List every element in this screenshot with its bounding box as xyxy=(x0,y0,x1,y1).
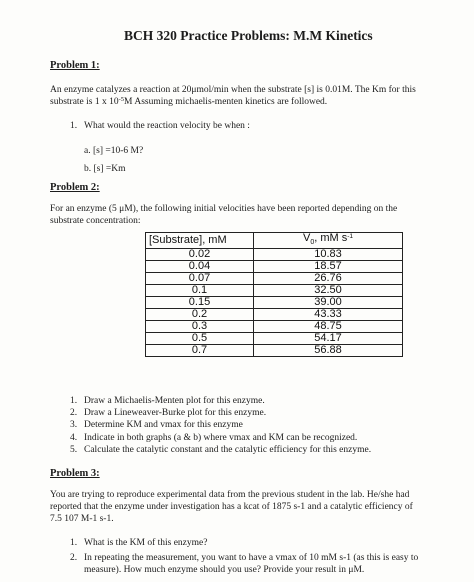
problem3-heading: Problem 3: xyxy=(50,468,100,479)
table-row xyxy=(146,273,403,285)
velocity-cell: 26.76 xyxy=(254,273,403,285)
question-text: In repeating the measurement, you want to have a vmax of 10 mM s-1 (as this is easy to xyxy=(84,553,419,563)
task-item xyxy=(70,444,371,456)
table-row xyxy=(146,297,403,309)
velocity-cell: 43.33 xyxy=(254,309,403,321)
problem3-line2: reported that the enzyme under investigation has a kcat of 1875 s-1 and a catalytic efficiency of xyxy=(50,502,413,512)
task-text: Indicate in both graphs (a & b) where vmax and KM can be recognized. xyxy=(84,432,358,443)
table-row xyxy=(146,321,403,333)
v-unit: , mM s xyxy=(314,232,348,244)
problem1-heading: Problem 1: xyxy=(50,60,100,71)
substrate-cell: 0.5 xyxy=(146,333,254,345)
velocity-column-header xyxy=(254,233,403,249)
problem3-question2-cont: measure). How much enzyme should you use? Provide your result in μM. xyxy=(84,565,365,575)
kinetics-data-table xyxy=(145,232,403,357)
substrate-cell: 0.3 xyxy=(146,321,254,333)
table-row xyxy=(146,345,403,357)
substrate-column-header: [Substrate], mM xyxy=(146,233,254,249)
task-text: Calculate the catalytic constant and the catalytic efficiency for this enzyme. xyxy=(84,444,372,455)
line2-exponent: -5 xyxy=(118,96,125,103)
v-symbol: V xyxy=(302,232,311,244)
question-text: What would the reaction velocity be when : xyxy=(84,121,250,131)
v-subscript: 0 xyxy=(310,239,315,247)
v-unit-exponent: -1 xyxy=(347,233,354,240)
task-text: Draw a Michaelis-Menten plot for this enzyme. xyxy=(84,396,265,406)
substrate-cell: 0.7 xyxy=(146,345,254,357)
problem1-sub-b: b. [s] =Km xyxy=(84,164,126,174)
substrate-cell: 0.1 xyxy=(146,285,254,297)
problem1-text-line2 xyxy=(50,96,327,108)
problem3-question2 xyxy=(70,552,418,564)
substrate-cell: 0.2 xyxy=(146,309,254,321)
table-row xyxy=(146,309,403,321)
table-header-row xyxy=(146,233,403,249)
task-number: 2. xyxy=(70,408,78,419)
task-number: 1. xyxy=(70,396,78,406)
question-text: What is the KM of this enzyme? xyxy=(84,538,208,548)
problem1-text-line1: An enzyme catalyzes a reaction at 20μmol/min when the substrate [s] is 0.01M. The Km for this xyxy=(50,85,416,95)
table-row xyxy=(146,285,403,297)
problem1-question xyxy=(70,120,250,132)
table-body xyxy=(146,249,403,357)
page-title: BCH 320 Practice Problems: M.M Kinetics xyxy=(124,28,373,43)
table-row xyxy=(146,333,403,345)
question-number: 2. xyxy=(70,553,78,563)
problem3-question1 xyxy=(70,537,207,549)
velocity-cell: 54.17 xyxy=(254,333,403,345)
task-item xyxy=(70,407,266,419)
velocity-cell: 39.00 xyxy=(254,297,403,309)
velocity-cell: 18.57 xyxy=(254,261,403,273)
velocity-cell: 10.83 xyxy=(254,249,403,261)
task-number: 4. xyxy=(70,432,78,443)
problem2-heading: Problem 2: xyxy=(50,182,100,193)
table-row xyxy=(146,261,403,273)
substrate-cell: 0.07 xyxy=(146,273,254,285)
question-number: 1. xyxy=(70,538,78,548)
line2-post: M Assuming michaelis-menten kinetics are followed. xyxy=(124,97,328,107)
question-number: 1. xyxy=(70,121,78,131)
problem3-line3: 7.5 107 M-1 s-1. xyxy=(50,514,114,524)
velocity-cell: 48.75 xyxy=(254,321,403,333)
task-number: 3. xyxy=(70,420,78,431)
task-item xyxy=(70,419,243,431)
task-item xyxy=(70,395,265,407)
task-text: Determine KM and vmax for this enzyme xyxy=(84,420,243,431)
task-text: Draw a Lineweaver-Burke plot for this enzyme. xyxy=(84,408,267,419)
table-row xyxy=(146,249,403,261)
problem3-line1: You are trying to reproduce experimental data from the previous student in the lab. He/she had xyxy=(50,490,410,500)
problem2-intro-line1: For an enzyme (5 μM), the following initial velocities have been reported depending on the xyxy=(50,204,398,214)
task-number: 5. xyxy=(70,444,78,455)
substrate-cell: 0.02 xyxy=(146,249,254,261)
substrate-cell: 0.15 xyxy=(146,297,254,309)
velocity-cell: 32.50 xyxy=(254,285,403,297)
line2-pre: substrate is 1 x 10 xyxy=(50,97,119,107)
problem1-sub-a: a. [s] =10-6 M? xyxy=(84,146,144,156)
velocity-cell: 56.88 xyxy=(254,345,403,357)
task-item xyxy=(70,432,357,444)
problem2-intro-line2: substrate concentration: xyxy=(50,216,141,226)
substrate-cell: 0.04 xyxy=(146,261,254,273)
